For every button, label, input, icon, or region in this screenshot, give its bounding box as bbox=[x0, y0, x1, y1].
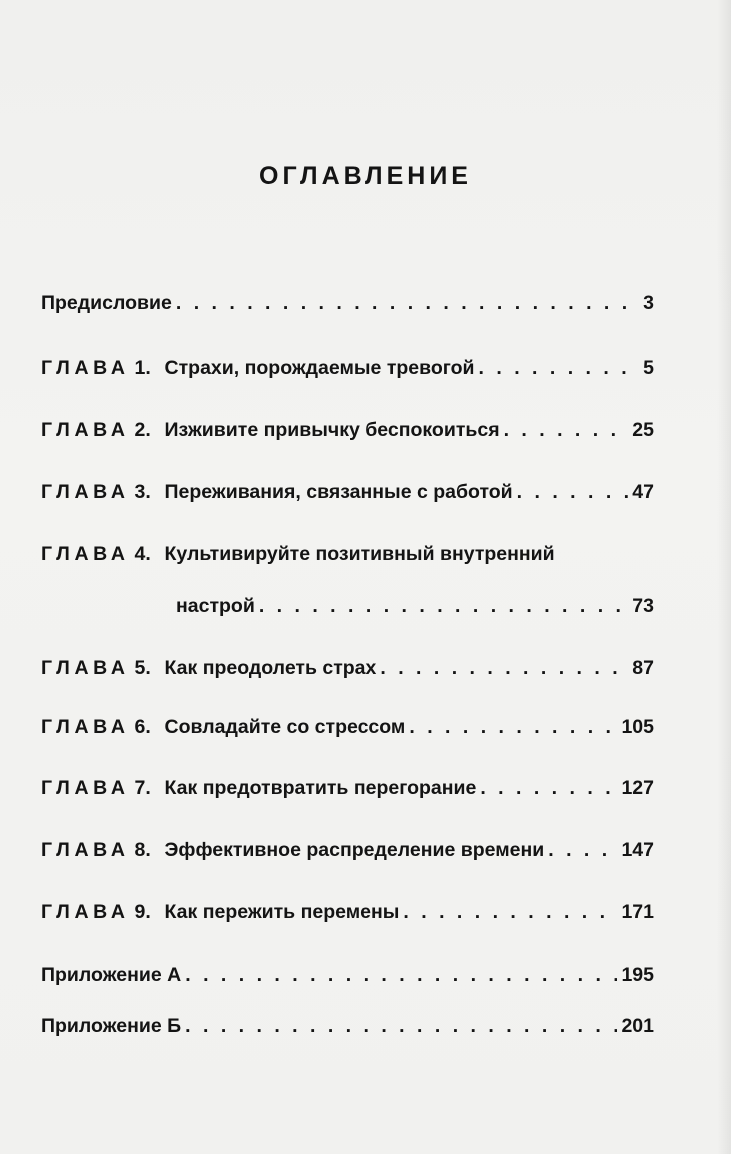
entry-title: Переживания, связанные с работой bbox=[164, 481, 513, 503]
page-number: 105 bbox=[621, 716, 654, 738]
toc-entry-chapter-5 bbox=[41, 655, 654, 681]
toc-entry-chapter-3 bbox=[41, 479, 654, 505]
entry-title: Изживите привычку беспокоиться bbox=[164, 419, 500, 441]
chapter-number: 1. bbox=[134, 357, 151, 379]
dot-leader bbox=[185, 1013, 617, 1039]
page-number: 147 bbox=[621, 839, 654, 861]
entry-title: Как предотвратить перегорание bbox=[164, 777, 477, 799]
entry-title: Страхи, порождаемые тревогой bbox=[164, 357, 475, 379]
entry-title: Как преодолеть страх bbox=[164, 657, 377, 679]
chapter-number: 3. bbox=[134, 481, 151, 503]
page-number: 73 bbox=[632, 595, 654, 617]
toc-entry-chapter-4 bbox=[41, 541, 654, 567]
toc-entry-chapter-7 bbox=[41, 775, 654, 801]
page-number: 87 bbox=[632, 657, 654, 679]
toc-entry-chapter-9 bbox=[41, 899, 654, 925]
entry-title: Совладайте со стрессом bbox=[164, 716, 406, 738]
chapter-label: ГЛАВА bbox=[41, 716, 130, 738]
toc-entry-chapter-4-continued bbox=[41, 593, 654, 619]
chapter-label: ГЛАВА bbox=[41, 839, 130, 861]
page-number: 25 bbox=[632, 419, 654, 441]
page-number: 3 bbox=[643, 292, 654, 314]
chapter-label: ГЛАВА bbox=[41, 657, 130, 679]
page-number: 47 bbox=[632, 481, 654, 503]
chapter-number: 6. bbox=[134, 716, 151, 738]
chapter-label: ГЛАВА bbox=[41, 481, 130, 503]
entry-title: Как пережить перемены bbox=[164, 901, 400, 923]
chapter-label: ГЛАВА bbox=[41, 777, 130, 799]
entry-title-continued: настрой bbox=[176, 595, 255, 617]
dot-leader bbox=[504, 417, 629, 443]
toc-entry-chapter-6 bbox=[41, 714, 654, 740]
dot-leader bbox=[517, 479, 629, 505]
chapter-number: 7. bbox=[134, 777, 151, 799]
entry-title: Культивируйте позитивный внутренний bbox=[164, 543, 555, 565]
entry-title: Предисловие bbox=[41, 292, 172, 314]
toc-entry-chapter-1 bbox=[41, 355, 654, 381]
chapter-number: 5. bbox=[134, 657, 151, 679]
dot-leader bbox=[479, 355, 640, 381]
toc-entry-appendix-a bbox=[41, 962, 654, 988]
chapter-label: ГЛАВА bbox=[41, 419, 130, 441]
page-number: 171 bbox=[621, 901, 654, 923]
toc-entry-chapter-8 bbox=[41, 837, 654, 863]
entry-title: Приложение Б bbox=[41, 1015, 182, 1037]
dot-leader bbox=[409, 714, 617, 740]
entry-title: Приложение А bbox=[41, 964, 182, 986]
dot-leader bbox=[380, 655, 628, 681]
page-number: 195 bbox=[621, 964, 654, 986]
chapter-number: 2. bbox=[134, 419, 151, 441]
dot-leader bbox=[259, 593, 628, 619]
toc-title: ОГЛАВЛЕНИЕ bbox=[259, 162, 472, 190]
dot-leader bbox=[548, 837, 617, 863]
page-number: 5 bbox=[643, 357, 654, 379]
page-number: 201 bbox=[621, 1015, 654, 1037]
toc-entry-chapter-2 bbox=[41, 417, 654, 443]
chapter-label: ГЛАВА bbox=[41, 357, 130, 379]
chapter-number: 9. bbox=[134, 901, 151, 923]
chapter-label: ГЛАВА bbox=[41, 543, 130, 565]
toc-entry-appendix-b bbox=[41, 1013, 654, 1039]
entry-title: Эффективное распределение времени bbox=[164, 839, 545, 861]
toc-entry-preface bbox=[41, 290, 654, 316]
dot-leader bbox=[176, 290, 639, 316]
chapter-number: 8. bbox=[134, 839, 151, 861]
chapter-label: ГЛАВА bbox=[41, 901, 130, 923]
dot-leader bbox=[480, 775, 617, 801]
page-number: 127 bbox=[621, 777, 654, 799]
dot-leader bbox=[185, 962, 617, 988]
dot-leader bbox=[403, 899, 617, 925]
chapter-number: 4. bbox=[134, 543, 151, 565]
